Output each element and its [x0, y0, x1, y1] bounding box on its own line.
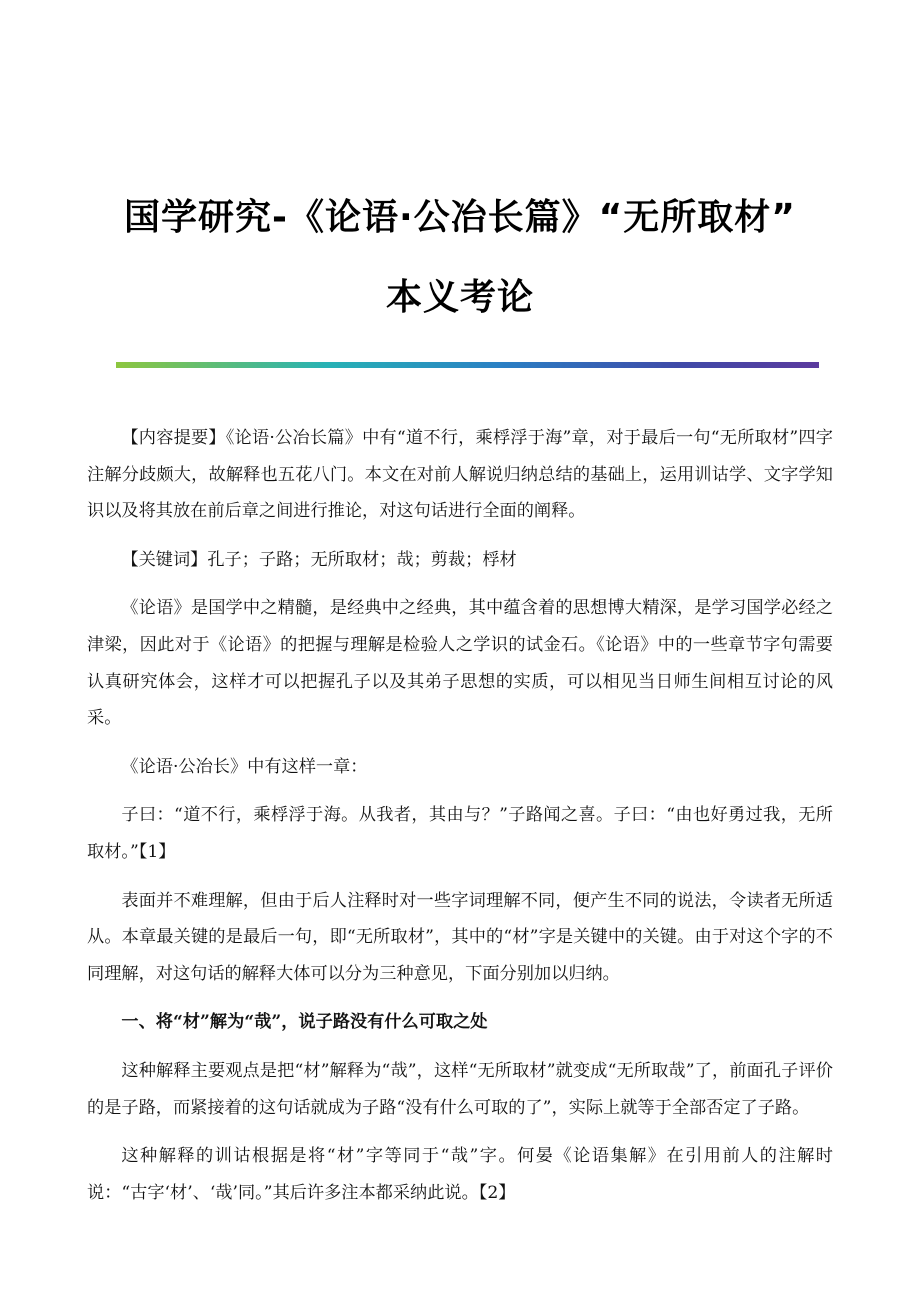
- title-line-2: 本义考论: [385, 277, 534, 318]
- body-paragraph: 表面并不难理解，但由于后人注释时对一些字词理解不同，便产生不同的说法，令读者无所适从。本章最关键的是最后一句，即“无所取材”，其中的“材”字是关键中的关键。由于对这个字的不同理解，对这句话的解释大体可以分为三种意见，下面分别加以归纳。: [87, 890, 833, 984]
- body-paragraph: 这种解释的训诂根据是将“材”字等同于“哉”字。何晏《论语集解》在引用前人的注解时说：“古字‘材’、‘哉’同。”其后许多注本都采纳此说。【2】: [87, 1146, 833, 1203]
- body-paragraph: 《论语·公冶长》中有这样一章：: [121, 756, 368, 777]
- body-paragraph: 《论语》是国学中之精髓，是经典中之经典，其中蕴含着的思想博大精深，是学习国学必经之津梁，因此对于《论语》的把握与理解是检验人之学识的试金石。《论语》中的一些章节字句需要认真研究体会，这样才可以把握孔子以及其弟子思想的实质，可以相见当日师生间相互讨论的风采。: [87, 598, 833, 729]
- keywords-paragraph: 【关键词】孔子；子路；无所取材；哉；剪裁；桴材: [121, 549, 517, 570]
- document-body: [87, 420, 833, 1223]
- section-heading: 一、将“材”解为“哉”，说子路没有什么可取之处: [121, 1012, 488, 1033]
- quote-paragraph: 子曰：“道不行，乘桴浮于海。从我者，其由与？”子路闻之喜。子曰：“由也好勇过我，无所取材。”【1】: [87, 805, 833, 862]
- title-line-1: 国学研究-《论语·公冶长篇》“无所取材”: [124, 197, 796, 238]
- body-paragraph: 这种解释主要观点是把“材”解释为“哉”，这样“无所取材”就变成“无所取哉”了，前面孔子评价的是子路，而紧接着的这句话就成为子路“没有什么可取的了”，实际上就等于全部否定了子路。: [87, 1060, 833, 1118]
- abstract-paragraph: 【内容提要】《论语·公冶长篇》中有“道不行，乘桴浮于海”章，对于最后一句“无所取材”四字注解分歧颇大，故解释也五花八门。本文在对前人解说归纳总结的基础上，运用训诂学、文字学知识以及将其放在前后章之间进行推论，对这句话进行全面的阐释。: [87, 428, 833, 522]
- title-divider: [116, 362, 819, 368]
- document-title: [60, 178, 860, 338]
